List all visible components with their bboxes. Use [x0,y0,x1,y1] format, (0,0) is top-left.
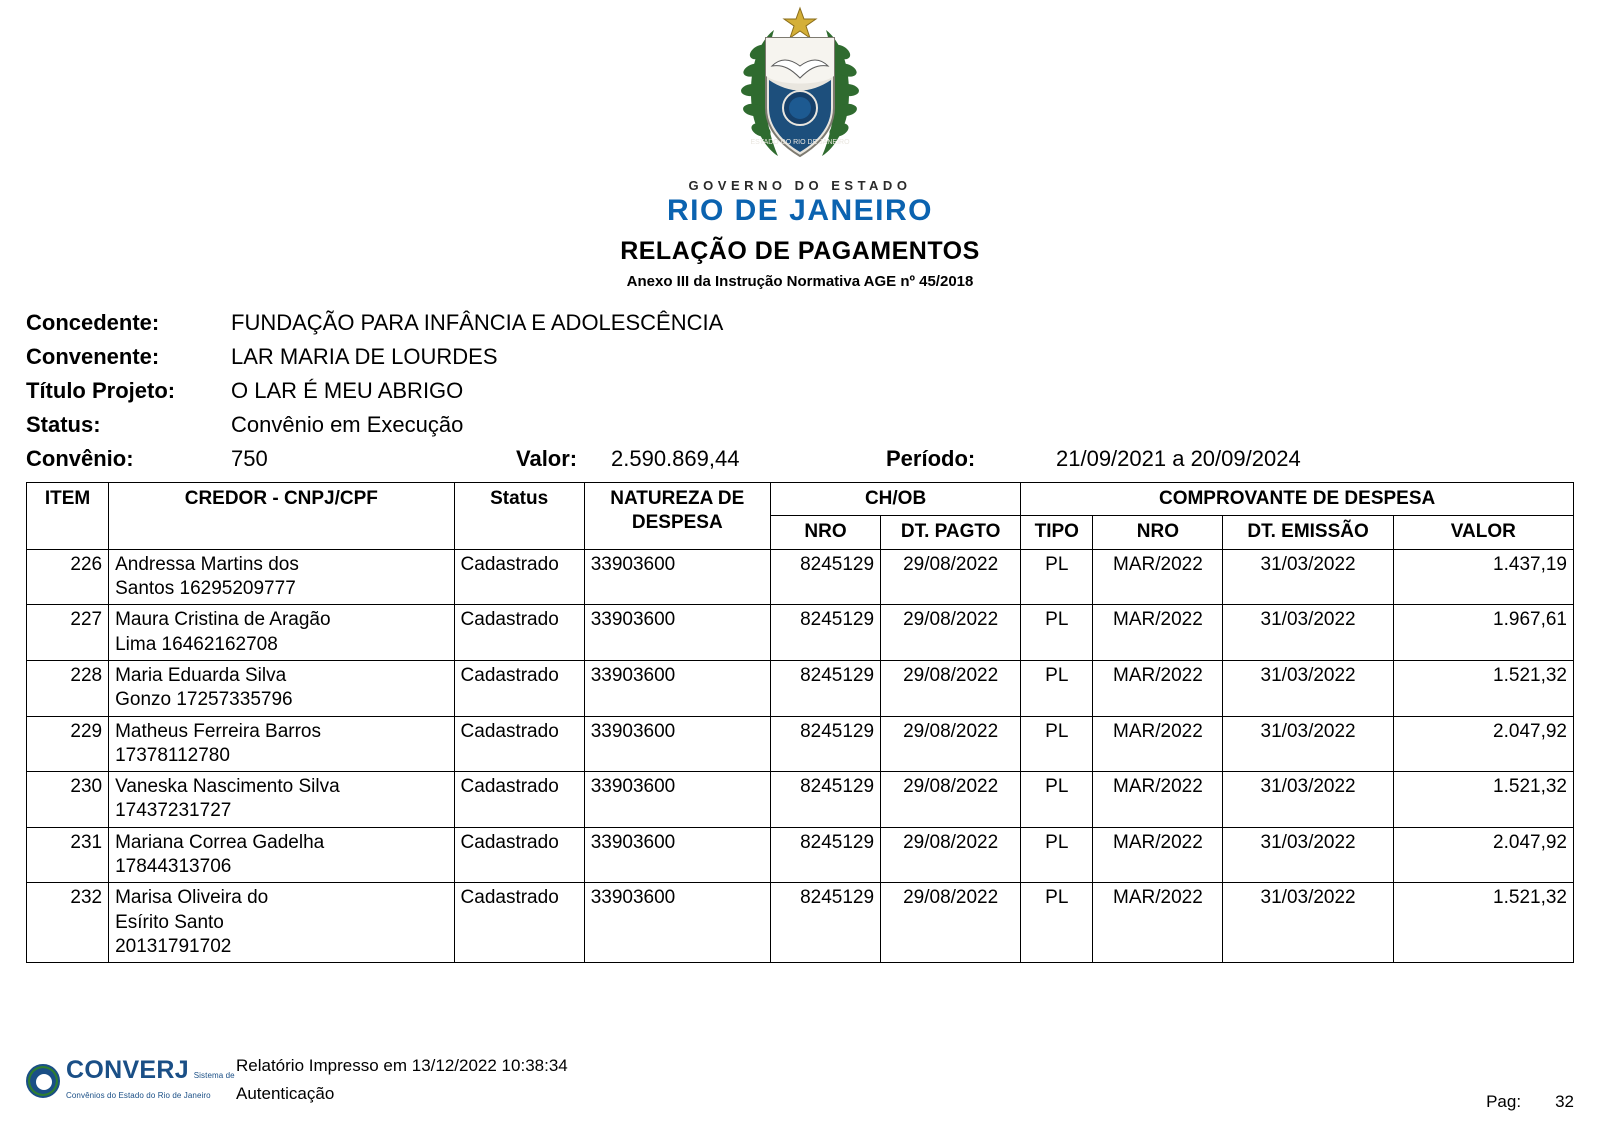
periodo-value: 21/09/2021 a 20/09/2024 [1056,446,1301,471]
payments-table [26,482,1574,963]
table-row [27,883,1574,963]
cell-natureza: 33903600 [584,827,770,883]
col-header-natureza-line1: NATUREZA DE [610,488,745,509]
credor-line2: 17437231727 [115,800,232,822]
cell-comprovante-nro: MAR/2022 [1093,716,1223,772]
cell-comprovante-nro: MAR/2022 [1093,660,1223,716]
cell-dt-pagto: 29/08/2022 [881,716,1021,772]
col-header-chob-nro: NRO [770,516,880,549]
col-header-item: ITEM [27,483,109,550]
cell-item: 228 [27,660,109,716]
meta-row-convenio [26,448,1574,470]
document-header [26,0,1574,290]
credor-line3: 20131791702 [115,936,232,957]
cell-natureza: 33903600 [584,605,770,661]
cell-tipo: PL [1021,660,1093,716]
cell-valor: 2.047,92 [1393,827,1573,883]
credor-line2: Esírito Santo [115,911,224,933]
credor-line1: Mariana Correa Gadelha [115,831,325,853]
cell-item: 226 [27,549,109,605]
credor-line2: 17844313706 [115,856,232,878]
concedente-value: FUNDAÇÃO PARA INFÂNCIA E ADOLESCÊNCIA [231,310,724,335]
agreement-metadata [26,312,1574,470]
cell-tipo: PL [1021,827,1093,883]
status-label: Status: [26,412,101,437]
cell-tipo: PL [1021,549,1093,605]
cell-comprovante-nro: MAR/2022 [1093,605,1223,661]
payments-table-head [27,483,1574,550]
cell-tipo: PL [1021,883,1093,963]
printed-value: 13/12/2022 10:38:34 [411,1056,568,1075]
cell-credor [109,883,454,963]
cell-status: Cadastrado [454,549,584,605]
cell-comprovante-nro: MAR/2022 [1093,827,1223,883]
payments-table-body [27,549,1574,963]
government-line: GOVERNO DO ESTADO [688,178,912,193]
cell-natureza: 33903600 [584,660,770,716]
authentication-label: Autenticação [236,1084,335,1103]
cell-item: 227 [27,605,109,661]
titulo-projeto-label: Título Projeto: [26,378,176,403]
cell-dt-pagto: 29/08/2022 [881,549,1021,605]
cell-natureza: 33903600 [584,883,770,963]
credor-line1: Maura Cristina de Aragão [115,609,331,631]
page-value: 32 [1555,1092,1574,1111]
convenente-value: LAR MARIA DE LOURDES [231,344,498,369]
cell-status: Cadastrado [454,772,584,828]
meta-row-titulo-projeto [26,380,1574,402]
converj-emblem-icon [26,1064,60,1098]
svg-text:ESTADO DO RIO DE JANEIRO: ESTADO DO RIO DE JANEIRO [750,139,850,146]
cell-chob-nro: 8245129 [770,605,880,661]
coat-of-arms-icon [712,4,888,176]
periodo-label: Período: [886,446,976,471]
valor-label: Valor: [516,446,578,471]
cell-chob-nro: 8245129 [770,883,880,963]
cell-credor [109,660,454,716]
cell-dt-emissao: 31/03/2022 [1223,772,1393,828]
meta-row-concedente [26,312,1574,334]
page-label: Pag: [1486,1092,1522,1111]
cell-dt-emissao: 31/03/2022 [1223,660,1393,716]
cell-chob-nro: 8245129 [770,549,880,605]
meta-row-status [26,414,1574,436]
header-row-group [27,483,1574,516]
col-header-natureza-line2: DESPESA [631,512,723,534]
printed-label: Relatório Impresso em [236,1056,408,1075]
col-header-credor: CREDOR - CNPJ/CPF [109,483,454,550]
table-row [27,605,1574,661]
cell-credor [109,605,454,661]
cell-valor: 1.967,61 [1393,605,1573,661]
converj-logo-name: CONVERJ [66,1056,189,1084]
cell-item: 232 [27,883,109,963]
cell-chob-nro: 8245129 [770,716,880,772]
footer-print-info [236,1056,1486,1112]
cell-status: Cadastrado [454,660,584,716]
titulo-projeto-value: O LAR É MEU ABRIGO [231,378,464,403]
cell-comprovante-nro: MAR/2022 [1093,883,1223,963]
cell-status: Cadastrado [454,827,584,883]
cell-dt-pagto: 29/08/2022 [881,772,1021,828]
credor-line2: Gonzo 17257335796 [115,689,293,711]
document-footer [26,1056,1574,1112]
convenente-label: Convenente: [26,344,160,369]
cell-credor [109,716,454,772]
state-line: RIO DE JANEIRO [666,194,934,227]
cell-item: 230 [27,772,109,828]
cell-valor: 1.521,32 [1393,660,1573,716]
convenio-label: Convênio: [26,446,134,471]
col-header-comprovante-nro: NRO [1093,516,1223,549]
cell-credor [109,827,454,883]
table-row [27,772,1574,828]
table-row [27,827,1574,883]
meta-row-convenente [26,346,1574,368]
cell-status: Cadastrado [454,883,584,963]
cell-natureza: 33903600 [584,549,770,605]
credor-line1: Marisa Oliveira do [115,887,269,909]
cell-dt-pagto: 29/08/2022 [881,883,1021,963]
cell-natureza: 33903600 [584,772,770,828]
cell-comprovante-nro: MAR/2022 [1093,772,1223,828]
convenio-value: 750 [231,446,268,471]
cell-chob-nro: 8245129 [770,660,880,716]
converj-logo [26,1056,236,1103]
cell-item: 231 [27,827,109,883]
group-header-comprovante: COMPROVANTE DE DESPESA [1021,483,1574,516]
cell-status: Cadastrado [454,716,584,772]
cell-dt-emissao: 31/03/2022 [1223,827,1393,883]
table-row [27,549,1574,605]
credor-line2: Lima 16462162708 [115,633,278,655]
credor-line2: Santos 16295209777 [115,577,296,599]
cell-dt-pagto: 29/08/2022 [881,605,1021,661]
concedente-label: Concedente: [26,310,160,335]
cell-tipo: PL [1021,605,1093,661]
cell-comprovante-nro: MAR/2022 [1093,549,1223,605]
credor-line1: Andressa Martins dos [115,553,299,575]
cell-valor: 1.437,19 [1393,549,1573,605]
col-header-tipo: TIPO [1021,516,1093,549]
cell-dt-pagto: 29/08/2022 [881,660,1021,716]
page-subtitle: Anexo III da Instrução Normativa AGE nº 45/2018 [626,273,974,290]
credor-line2: 17378112780 [115,744,230,766]
cell-chob-nro: 8245129 [770,827,880,883]
cell-status: Cadastrado [454,605,584,661]
cell-credor [109,549,454,605]
cell-credor [109,772,454,828]
cell-item: 229 [27,716,109,772]
col-header-status: Status [454,483,584,550]
cell-valor: 1.521,32 [1393,772,1573,828]
credor-line1: Maria Eduarda Silva [115,664,287,686]
page-number-block [1486,1092,1574,1112]
converj-logo-subtitle: Sistema de Convênios do Estado do Rio de Janeiro [66,1071,235,1100]
cell-tipo: PL [1021,716,1093,772]
cell-chob-nro: 8245129 [770,772,880,828]
valor-value: 2.590.869,44 [611,446,740,471]
cell-dt-pagto: 29/08/2022 [881,827,1021,883]
cell-natureza: 33903600 [584,716,770,772]
credor-line1: Vaneska Nascimento Silva [115,776,340,798]
col-header-chob-dtpagto: DT. PAGTO [881,516,1021,549]
page-title: RELAÇÃO DE PAGAMENTOS [620,237,980,265]
col-header-natureza [584,483,770,550]
cell-dt-emissao: 31/03/2022 [1223,883,1393,963]
credor-line1: Matheus Ferreira Barros [115,720,321,742]
cell-tipo: PL [1021,772,1093,828]
col-header-dt-emissao: DT. EMISSÃO [1223,516,1393,549]
printed-line [236,1056,1486,1076]
table-row [27,660,1574,716]
table-row [27,716,1574,772]
group-header-chob: CH/OB [770,483,1020,516]
cell-valor: 2.047,92 [1393,716,1573,772]
cell-dt-emissao: 31/03/2022 [1223,549,1393,605]
status-value: Convênio em Execução [231,412,464,437]
cell-dt-emissao: 31/03/2022 [1223,716,1393,772]
cell-valor: 1.521,32 [1393,883,1573,963]
col-header-valor: VALOR [1393,516,1573,549]
cell-dt-emissao: 31/03/2022 [1223,605,1393,661]
